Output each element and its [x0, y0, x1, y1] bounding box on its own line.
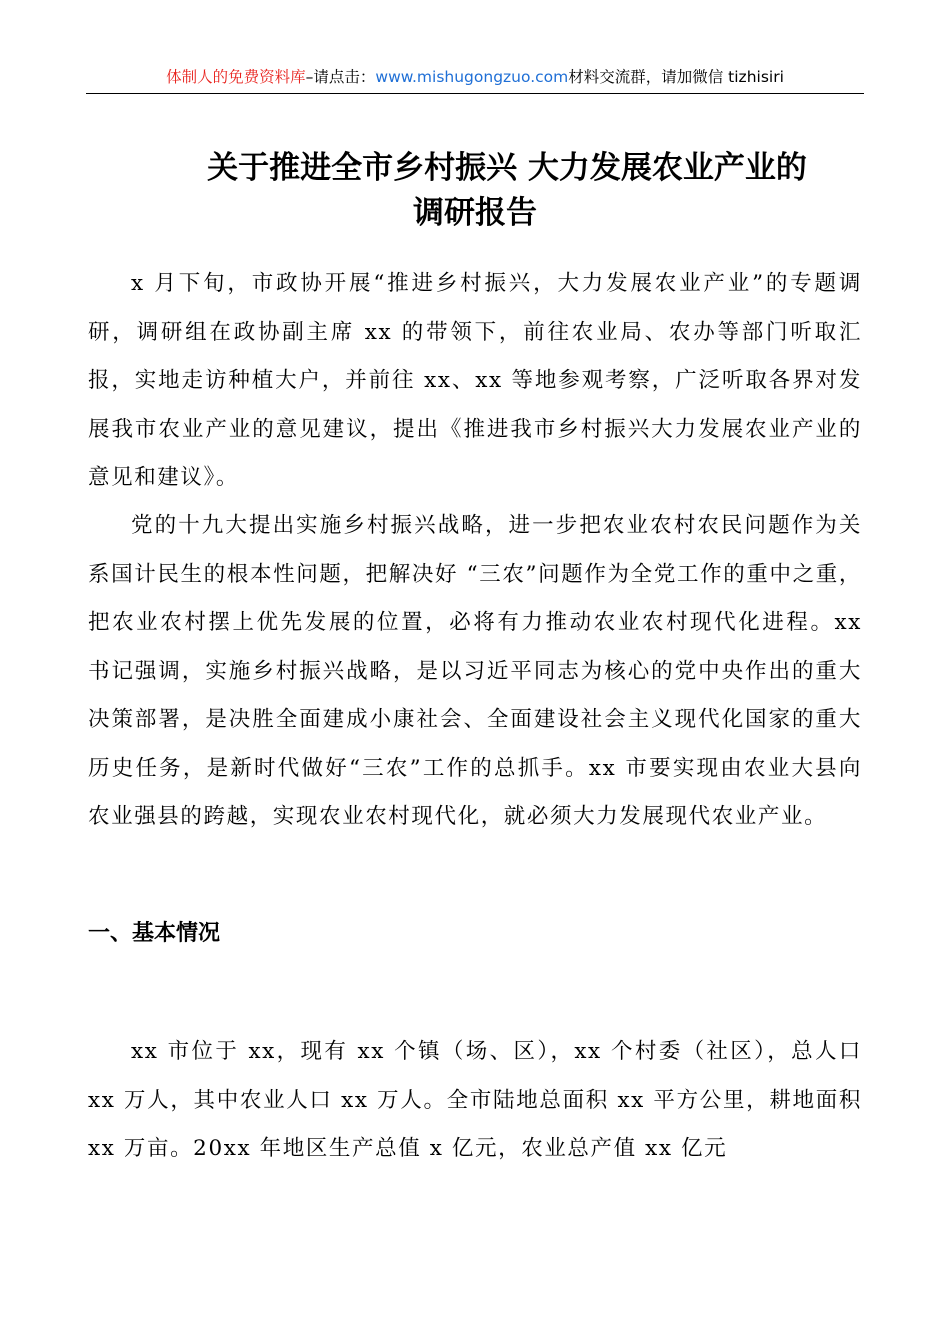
body-paragraph: 党的十九大提出实施乡村振兴战略，进一步把农业农村农民问题作为关系国计民生的根本性问题，把解决好 “三农”问题作为全党工作的重中之重，把农业农村摆上优先发展的位置，必将有力推动农业农村现代化进程。xx 书记强调，实施乡村振兴战略，是以习近平同志为核心的党中央作出的重大决策部署，是决胜全面建成小康社会、全面建设社会主义现代化国家的重大历史任务，是新时代做好“三农”工作的总抓手。xx 市要实现由农业大县向农业强县的跨越，实现农业农村现代化，就必须大力发展现代农业产业。 [88, 513, 862, 829]
header-divider [86, 93, 864, 94]
header-wechat-note: 材料交流群，请加微信 tizhisiri [568, 68, 784, 86]
header-brand: 体制人的免费资料库 [166, 68, 306, 86]
document-title-line-1: 关于推进全市乡村振兴 大力发展农业产业的 [207, 150, 807, 186]
header-prompt: –请点击： [305, 68, 376, 86]
section-heading: 一、基本情况 [88, 921, 221, 946]
body-paragraph: xx 市位于 xx，现有 xx 个镇（场、区），xx 个村委（社区），总人口 xx 万人，其中农业人口 xx 万人。全市陆地总面积 xx 平方公里，耕地面积 xx 万亩。20xx 年地区生产总值 x 亿元，农业总产值 xx 亿元 [88, 1039, 862, 1161]
document-title-line-2: 调研报告 [413, 195, 537, 231]
body-paragraph: x 月下旬，市政协开展“推进乡村振兴，大力发展农业产业”的专题调研，调研组在政协副主席 xx 的带领下，前往农业局、农办等部门听取汇报，实地走访种植大户，并前往 xx、xx 等地参观考察，广泛听取各界对发展我市农业产业的意见建议，提出《推进我市乡村振兴大力发展农业产业的意见和建议》。 [88, 271, 862, 490]
page-header [86, 66, 864, 88]
header-url-link[interactable]: www.mishugongzuo.com [375, 68, 569, 86]
